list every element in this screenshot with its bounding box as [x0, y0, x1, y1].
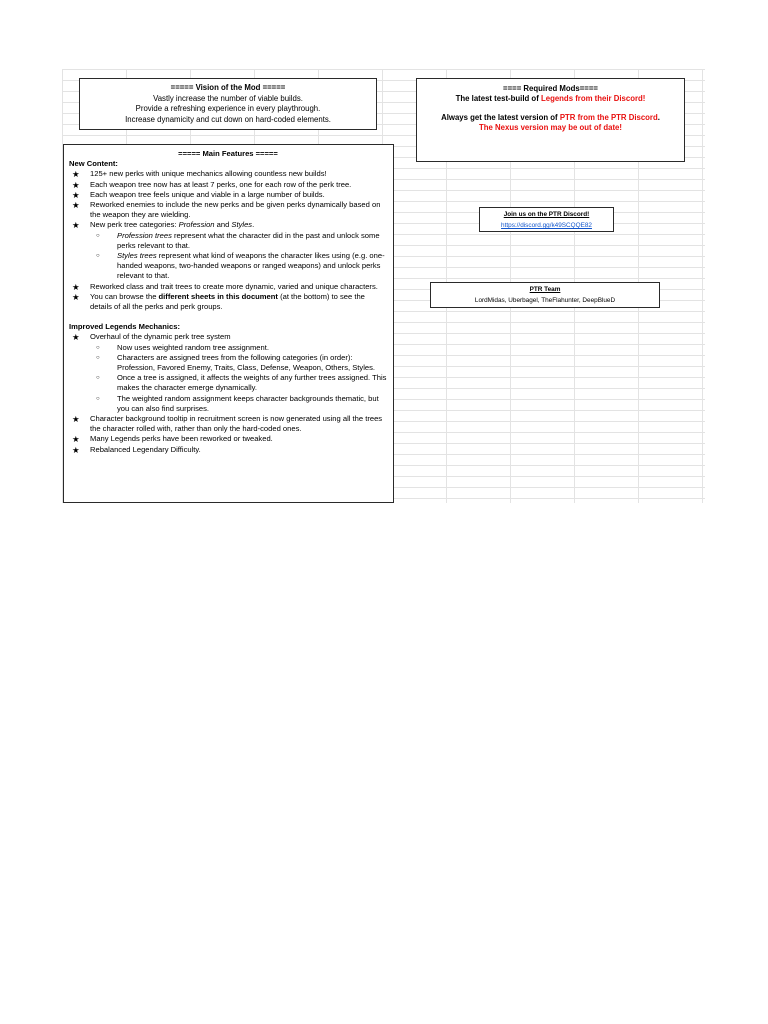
- circle-bullet-icon: ○: [96, 375, 100, 382]
- vision-box: [79, 78, 377, 130]
- star-icon: ★: [72, 434, 80, 445]
- list-item: ★ Character background tooltip in recruitment screen is now generated using all the trees the character rolled with, rather than only the hard-coded ones.: [72, 414, 383, 434]
- discord-box: [479, 207, 614, 232]
- required-title: ==== Required Mods====: [503, 84, 598, 93]
- star-icon: ★: [72, 281, 80, 292]
- legends-mechanics-heading: Improved Legends Mechanics:: [69, 322, 180, 332]
- legends-discord-text: Legends from their Discord!: [540, 94, 646, 103]
- ptr-discord-text: PTR from the PTR Discord: [559, 113, 658, 122]
- circle-bullet-icon: ○: [96, 344, 100, 351]
- star-icon: ★: [72, 332, 80, 343]
- vision-title: ===== Vision of the Mod =====: [170, 83, 286, 92]
- star-icon: ★: [72, 169, 80, 180]
- required-text: The latest test-build of: [455, 94, 541, 103]
- main-features-box: [63, 144, 394, 503]
- star-icon: ★: [72, 189, 80, 200]
- star-icon: ★: [72, 444, 80, 455]
- list-item: ★ Rebalanced Legendary Difficulty.: [72, 444, 201, 455]
- star-icon: ★: [72, 291, 80, 302]
- star-icon: ★: [72, 220, 80, 231]
- nexus-warning: The Nexus version may be out of date!: [479, 123, 622, 132]
- vision-line: Provide a refreshing experience in every playthrough.: [135, 104, 321, 113]
- circle-bullet-icon: ○: [96, 253, 100, 260]
- star-icon: ★: [72, 200, 80, 211]
- legends-mechanics-list: [69, 332, 387, 454]
- required-line-ptr: [417, 113, 684, 123]
- required-text: Always get the latest version of: [441, 113, 560, 122]
- list-item: ★ 125+ new perks with unique mechanics allowing countless new builds!: [72, 169, 327, 180]
- required-line-legends: [417, 94, 684, 104]
- new-content-heading: New Content:: [69, 159, 118, 169]
- sub-list-item: ○ Now uses weighted random tree assignment.: [96, 342, 269, 352]
- discord-heading: Join us on the PTR Discord!: [503, 211, 590, 218]
- star-icon: ★: [72, 414, 80, 425]
- list-item: ★ Reworked enemies to include the new perks and be given perks dynamically based on the weapon they are wielding.: [72, 200, 381, 220]
- sub-list-item: ○ Profession trees represent what the character did in the past and unlock some perks relevant to that.: [96, 230, 380, 250]
- sub-list-item: ○ The weighted random assignment keeps character backgrounds thematic, but you can also find surprises.: [96, 393, 379, 413]
- features-title: ===== Main Features =====: [178, 149, 278, 158]
- list-item: ★ Many Legends perks have been reworked or tweaked.: [72, 434, 273, 445]
- required-text: .: [657, 113, 660, 122]
- sub-list-item: ○ Styles trees represent what kind of weapons the character likes using (e.g. one-handed weapons, two-handed weapons or ranged weapons) and unlock perks relevant to that.: [96, 251, 385, 281]
- star-icon: ★: [72, 179, 80, 190]
- list-item: ★ Overhaul of the dynamic perk tree system: [72, 332, 231, 343]
- vision-line: Increase dynamicity and cut down on hard-coded elements.: [125, 114, 331, 124]
- list-item: ★ New perk tree categories: Profession and Styles.: [72, 220, 255, 231]
- list-item: ★ Reworked class and trait trees to create more dynamic, varied and unique characters.: [72, 281, 378, 292]
- circle-bullet-icon: ○: [96, 232, 100, 239]
- new-content-list: [69, 169, 387, 312]
- circle-bullet-icon: ○: [96, 354, 100, 361]
- vision-line: Vastly increase the number of viable builds.: [153, 93, 303, 103]
- list-item: ★ You can browse the different sheets in this document (at the bottom) to see the details of all the perks and perk groups.: [72, 291, 365, 312]
- team-heading: PTR Team: [529, 286, 561, 293]
- sub-list-item: ○ Characters are assigned trees from the following categories (in order): Profession, Favored Enemy, Traits, Class, Defense, Weapon, Others, Styles.: [96, 352, 376, 373]
- required-mods-box: [416, 78, 685, 162]
- ptr-team-box: [430, 282, 660, 308]
- team-members: LordMidas, Uberbagel, TheFlahunter, DeepBlueD: [474, 297, 616, 304]
- list-item: ★ Each weapon tree feels unique and viable in a large number of builds.: [72, 189, 325, 200]
- circle-bullet-icon: ○: [96, 395, 100, 402]
- sub-list-item: ○ Once a tree is assigned, it affects the weights of any further trees assigned. This makes the character emerge dynamically.: [96, 373, 387, 393]
- list-item: ★ Each weapon tree now has at least 7 perks, one for each row of the perk tree.: [72, 179, 352, 190]
- discord-link[interactable]: https://discord.gg/k49SCQQE82: [501, 222, 592, 229]
